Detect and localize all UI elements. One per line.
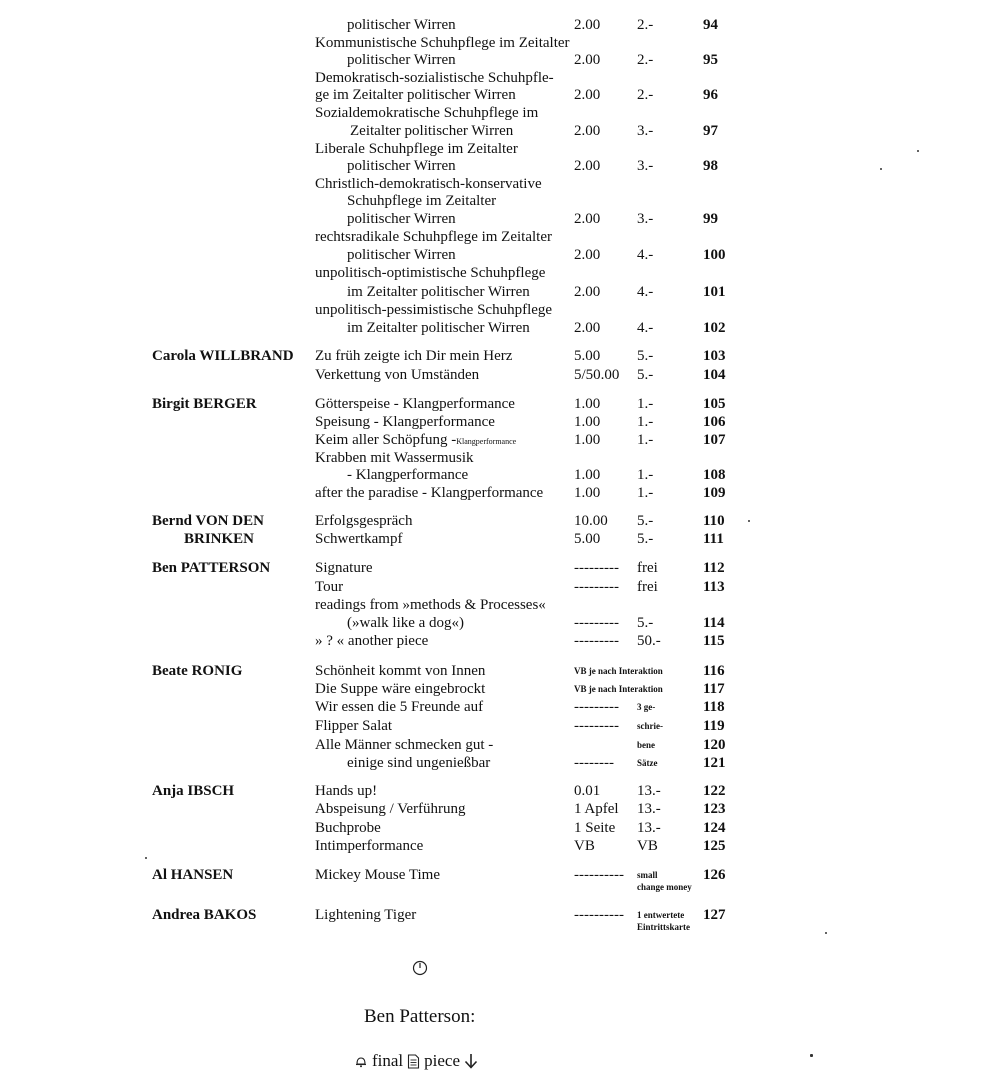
work-title-text: Signature: [315, 560, 373, 576]
work-title-text: - Klangperformance: [347, 467, 469, 483]
price: 2.00: [574, 123, 601, 139]
price: ---------: [574, 718, 619, 734]
catalog-number: 125: [703, 838, 726, 854]
price: ---------: [574, 633, 619, 649]
price: 10.00: [574, 513, 608, 529]
work-title-text: Christlich-demokratisch-konservative: [315, 176, 542, 192]
scan-speck: [810, 1054, 813, 1057]
modifier: frei: [637, 579, 658, 595]
work-title: [315, 512, 412, 530]
price: 5/50.00: [574, 367, 620, 383]
work-title: [315, 819, 381, 837]
price: 2.00: [574, 247, 601, 263]
price: 2.00: [574, 320, 601, 336]
modifier: schrie-: [637, 721, 663, 731]
piece-word: piece: [424, 1051, 461, 1070]
price: ---------: [574, 579, 619, 595]
bell-icon: [354, 1054, 368, 1068]
catalog-number: 116: [703, 663, 725, 679]
work-title: [315, 484, 543, 502]
work-title: [315, 559, 373, 577]
modifier: 1.-: [637, 467, 654, 483]
modifier: 3 ge-: [637, 702, 656, 712]
modifier: 1.-: [637, 432, 654, 448]
price: 5.00: [574, 348, 601, 364]
catalog-number: 119: [703, 718, 725, 734]
work-title-text: Buchprobe: [315, 820, 381, 836]
work-title-text: rechtsradikale Schuhpflege im Zeitalter: [315, 229, 552, 245]
work-title-text: Schwertkampf: [315, 531, 403, 547]
work-title: [315, 800, 466, 818]
catalog-number: 112: [703, 560, 725, 576]
work-title-text: Hands up!: [315, 783, 378, 799]
artist-name: Anja IBSCH: [152, 783, 235, 799]
catalog-number: 107: [703, 432, 726, 448]
catalog-number: 121: [703, 755, 726, 771]
catalog-number: 100: [703, 247, 726, 263]
modifier: 5.-: [637, 615, 654, 631]
work-title-text: Schönheit kommt von Innen: [315, 663, 486, 679]
work-title-text: politischer Wirren: [347, 52, 456, 68]
artist-name: Beate RONIG: [152, 663, 243, 679]
work-title: [315, 680, 485, 698]
catalog-number: 115: [703, 633, 725, 649]
work-title-text: unpolitisch-optimistische Schuhpflege: [315, 265, 546, 281]
work-title-text: Alle Männer schmecken gut -: [315, 737, 494, 753]
artist-name: Carola WILLBRAND: [152, 348, 294, 364]
catalog-number: 108: [703, 467, 726, 483]
work-title-text: Krabben mit Wassermusik: [315, 450, 474, 466]
modifier: 2.-: [637, 17, 654, 33]
work-title-text: Demokratisch-sozialistische Schuhpfle-: [315, 70, 554, 86]
work-title: [315, 782, 377, 800]
work-title-text: unpolitisch-pessimistische Schuhpflege: [315, 302, 553, 318]
work-title-text: Mickey Mouse Time: [315, 867, 441, 883]
work-title: [315, 906, 416, 924]
modifier: frei: [637, 560, 658, 576]
price: 2.00: [574, 52, 601, 68]
modifier: 13.-: [637, 801, 661, 817]
price: 2.00: [574, 211, 601, 227]
work-title-text: Abspeisung / Verführung: [315, 801, 466, 817]
work-title: [350, 122, 513, 140]
scan-speck: [145, 857, 147, 859]
work-title: [315, 301, 552, 319]
work-title-text: politischer Wirren: [347, 247, 456, 263]
catalog-number: 114: [703, 615, 725, 631]
work-title-text: Schuhpflege im Zeitalter: [347, 193, 497, 209]
catalog-number: 127: [703, 907, 726, 923]
modifier: 2.-: [637, 52, 654, 68]
artist-name-continued: BRINKEN: [184, 531, 255, 547]
price: ----------: [574, 907, 624, 923]
work-title-text: Wir essen die 5 Freunde auf: [315, 699, 484, 715]
catalog-number: 96: [703, 87, 718, 103]
catalog-number: 97: [703, 123, 718, 139]
work-title: [315, 717, 392, 735]
work-title: [315, 431, 516, 451]
artist-name: Bernd VON DEN: [152, 513, 264, 529]
price: 1.00: [574, 467, 601, 483]
price: 1 Apfel: [574, 801, 619, 817]
catalog-number: 109: [703, 485, 726, 501]
catalog-number: 98: [703, 158, 718, 174]
modifier: 5.-: [637, 531, 654, 547]
modifier: 3.-: [637, 211, 654, 227]
catalog-number: 123: [703, 801, 726, 817]
modifier: VB: [637, 838, 658, 854]
work-title-text: politischer Wirren: [347, 17, 456, 33]
price: 2.00: [574, 87, 601, 103]
footer-title: Ben Patterson:: [364, 1006, 476, 1027]
work-title-text: after the paradise - Klangperformance: [315, 485, 544, 501]
work-title-text: Die Suppe wäre eingebrockt: [315, 681, 486, 697]
modifier: 13.-: [637, 820, 661, 836]
work-title: [315, 837, 423, 855]
artist-name: Birgit BERGER: [152, 396, 257, 412]
price: ---------: [574, 699, 619, 715]
modifier-continued: change money: [637, 882, 692, 892]
modifier: 4.-: [637, 320, 654, 336]
modifier: 1 entwertete: [637, 910, 685, 920]
modifier: 2.-: [637, 87, 654, 103]
scan-speck: [880, 168, 882, 170]
work-title-text: einige sind ungenießbar: [347, 755, 491, 771]
work-title: [347, 51, 456, 69]
catalog-number: 106: [703, 414, 726, 430]
catalog-number: 110: [703, 513, 725, 529]
price: 1.00: [574, 414, 601, 430]
scan-speck: [917, 150, 919, 152]
catalog-number: 94: [703, 17, 718, 33]
work-title-text: Erfolgsgespräch: [315, 513, 413, 529]
work-title: [315, 140, 518, 158]
work-title-text: Intimperformance: [315, 838, 424, 854]
work-title: [315, 175, 542, 193]
work-title: [347, 16, 456, 34]
work-title: [315, 662, 485, 680]
price: VB: [574, 838, 595, 854]
modifier: 3.-: [637, 123, 654, 139]
catalog-number: 113: [703, 579, 725, 595]
work-title: [315, 578, 343, 596]
final-piece-line: [354, 1050, 478, 1072]
modifier: 13.-: [637, 783, 661, 799]
work-title-text: Kommunistische Schuhpflege im Zeitalter: [315, 35, 570, 51]
work-title-text: im Zeitalter politischer Wirren: [347, 284, 530, 300]
work-title: [315, 264, 545, 282]
catalog-number: 101: [703, 284, 726, 300]
price: --------: [574, 755, 614, 771]
work-title-text: ge im Zeitalter politischer Wirren: [315, 87, 516, 103]
work-title: [315, 69, 554, 87]
modifier: 3.-: [637, 158, 654, 174]
work-title: [347, 754, 490, 772]
work-title: [315, 530, 402, 548]
modifier: 5.-: [637, 348, 654, 364]
price: 0.01: [574, 783, 601, 799]
price: 2.00: [574, 158, 601, 174]
catalog-number: 126: [703, 867, 726, 883]
catalog-number: 111: [703, 531, 724, 547]
work-title: [315, 366, 479, 384]
artist-name: Andrea BAKOS: [152, 907, 257, 923]
work-title-text: (»walk like a dog«): [347, 615, 465, 631]
price: ---------: [574, 560, 619, 576]
work-title: [315, 104, 538, 122]
price: 1.00: [574, 432, 601, 448]
price: 5.00: [574, 531, 601, 547]
modifier: Sätze: [637, 758, 658, 768]
modifier: 4.-: [637, 247, 654, 263]
modifier: small: [637, 870, 658, 880]
work-title-text: politischer Wirren: [347, 211, 456, 227]
price: VB je nach Interaktion: [574, 684, 663, 694]
work-title: [315, 632, 428, 650]
scan-speck: [748, 520, 750, 522]
work-title-text: Keim aller Schöpfung -: [315, 432, 457, 448]
work-title-suffix: Klangperformance: [456, 437, 517, 446]
catalog-number: 117: [703, 681, 725, 697]
work-title: [315, 449, 474, 467]
catalog-number: 95: [703, 52, 718, 68]
work-title-text: Tour: [315, 579, 344, 595]
work-title-text: Zu früh zeigte ich Dir mein Herz: [315, 348, 513, 364]
final-word: final: [372, 1051, 404, 1070]
price: 1 Seite: [574, 820, 616, 836]
work-title: [347, 614, 464, 632]
clock-icon: [412, 960, 428, 976]
work-title-text: readings from »methods & Processes«: [315, 597, 546, 613]
work-title: [315, 347, 512, 365]
scan-speck: [825, 932, 827, 934]
artist-name: Al HANSEN: [152, 867, 234, 883]
catalog-number: 120: [703, 737, 726, 753]
work-title: [315, 395, 515, 413]
catalog-number: 102: [703, 320, 726, 336]
work-title: [315, 86, 516, 104]
modifier: 1.-: [637, 485, 654, 501]
work-title-text: Verkettung von Umständen: [315, 367, 480, 383]
work-title: [347, 210, 456, 228]
work-title-text: Liberale Schuhpflege im Zeitalter: [315, 141, 518, 157]
work-title: [315, 866, 440, 884]
work-title-text: Lightening Tiger: [315, 907, 417, 923]
work-title: [315, 228, 552, 246]
work-title-text: Speisung - Klangperformance: [315, 414, 495, 430]
work-title: [315, 736, 493, 754]
work-title-text: » ? « another piece: [315, 633, 429, 649]
modifier: 50.-: [637, 633, 661, 649]
work-title: [347, 192, 496, 210]
work-title: [315, 596, 546, 614]
modifier: 1.-: [637, 396, 654, 412]
artist-name: Ben PATTERSON: [152, 560, 271, 576]
price: 2.00: [574, 284, 601, 300]
work-title-text: Sozialdemokratische Schuhpflege im: [315, 105, 539, 121]
work-title: [347, 466, 468, 484]
price: VB je nach Interaktion: [574, 666, 663, 676]
work-title: [347, 319, 530, 337]
work-title: [315, 34, 570, 52]
work-title: [347, 283, 530, 301]
modifier: 4.-: [637, 284, 654, 300]
modifier: bene: [637, 740, 655, 750]
catalog-number: 122: [703, 783, 726, 799]
work-title: [315, 413, 495, 431]
price: ----------: [574, 867, 624, 883]
modifier: 5.-: [637, 367, 654, 383]
arrow-down-icon: [464, 1053, 478, 1069]
work-title: [347, 246, 456, 264]
catalog-number: 99: [703, 211, 718, 227]
work-title-text: Zeitalter politischer Wirren: [350, 123, 514, 139]
catalog-number: 104: [703, 367, 726, 383]
document-icon: [407, 1054, 420, 1069]
catalog-number: 118: [703, 699, 725, 715]
price: 1.00: [574, 485, 601, 501]
price: ---------: [574, 615, 619, 631]
catalog-number: 103: [703, 348, 726, 364]
work-title: [315, 698, 483, 716]
work-title-text: politischer Wirren: [347, 158, 456, 174]
work-title-text: im Zeitalter politischer Wirren: [347, 320, 530, 336]
catalog-number: 124: [703, 820, 726, 836]
price: 1.00: [574, 396, 601, 412]
modifier-continued: Eintrittskarte: [637, 922, 690, 932]
work-title-text: Götterspeise - Klangperformance: [315, 396, 515, 412]
work-title-text: Flipper Salat: [315, 718, 393, 734]
modifier: 1.-: [637, 414, 654, 430]
catalog-number: 105: [703, 396, 726, 412]
price: 2.00: [574, 17, 601, 33]
modifier: 5.-: [637, 513, 654, 529]
work-title: [347, 157, 456, 175]
